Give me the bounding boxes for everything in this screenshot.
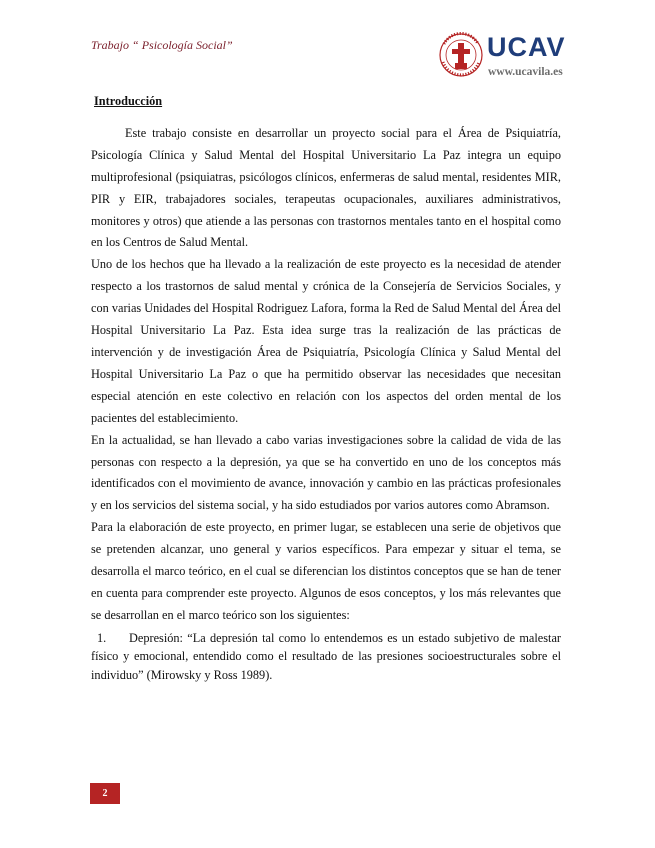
logo-name: UCAV [487, 32, 566, 62]
paragraph: En la actualidad, se han llevado a cabo varias investigaciones sobre la calidad de vida de las personas con respecto a la depresión, ya que se ha convertido en uno de los conceptos más identificados con el movimiento de avance, innovación y cambio en las prácticas profesionales y en los servicios del sistema social, y ha sido estudiados por varios autores como Abramson. [91, 432, 561, 513]
paragraph: Para la elaboración de este proyecto, en primer lugar, se establecen una serie de objetivos que se pretenden alcanzar, uno general y varios específicos. Para empezar y situar el tema, se desarrolla el marco teórico, en el cual se diferencian los distintos conceptos que se han de tener en cuenta para comprender este proyecto. Algunos de esos conceptos, y los más relevantes que se desarrollan en el marco teórico son los siguientes: [91, 520, 561, 622]
document-body [91, 91, 561, 684]
university-logo [438, 30, 573, 85]
university-seal-icon [438, 30, 484, 80]
list-item [91, 629, 561, 684]
document-header-title: Trabajo “ Psicología Social” [91, 38, 233, 52]
list-item-number: 1. [97, 630, 107, 645]
page-number: 2 [90, 783, 120, 804]
paragraph: Uno de los hechos que ha llevado a la realización de este proyecto es la necesidad de atender respecto a los trastornos de salud mental y crónica de la Consejería de Servicios Sociales, y con varias Unidades del Hospital Rodriguez Lafora, forma la Red de Salud Mental del Área del Hospital Universitario La Paz. Esta idea surge tras la realización de las prácticas de intervención y de investigación Área de Psiquiatría, Psicología Clínica y Salud Mental del Hospital Universitario La Paz o que ha permitido observar las necesidades que necesitan especial atención en este colectivo en relación con los aspectos del orden mental de los pacientes del establecimiento. [91, 257, 561, 425]
section-heading: Introducción [94, 94, 163, 108]
list-item-text: Depresión: “La depresión tal como lo entendemos es un estado subjetivo de malestar físico y emocional, entendido como el resultado de las presiones socioestructurales sobre el individuo” (Mirowsky y Ross 1989). [91, 630, 561, 682]
paragraph: Este trabajo consiste en desarrollar un proyecto social para el Área de Psiquiatría, Psicología Clínica y Salud Mental del Hospital Universitario La Paz integra un equipo multiprofesional (psiquiatras, psicólogos clínicos, enfermeras de salud mental, residentes MIR, PIR y EIR, trabajadores sociales, terapeutas ocupacionales, auxiliares administrativos, monitores y otros) que atiende a las personas con trastornos mentales tanto en el hospital como en los Centros de Salud Mental. [91, 125, 561, 250]
logo-url: www.ucavila.es [488, 66, 563, 78]
